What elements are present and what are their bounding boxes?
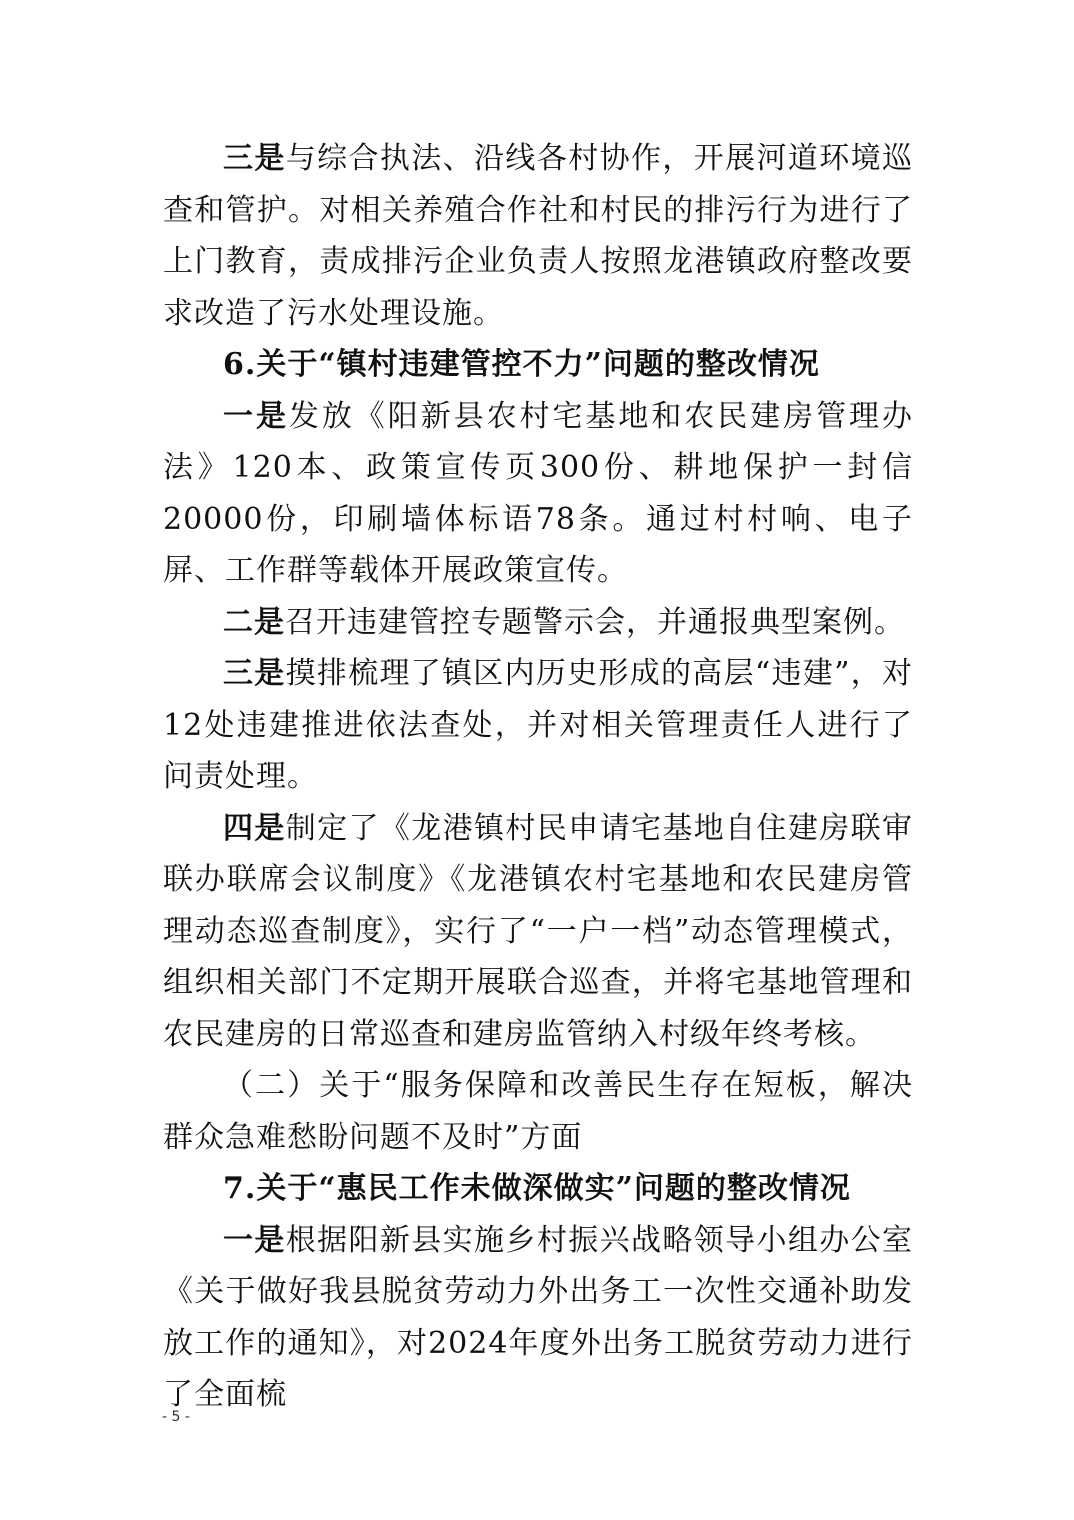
paragraph-lead: 三是 bbox=[223, 656, 286, 691]
paragraph-text: 召开违建管控专题警示会，并通报典型案例。 bbox=[285, 604, 905, 640]
paragraph-lead: 二是 bbox=[223, 604, 285, 640]
section-heading: 7.关于“惠民工作未做深做实”问题的整改情况 bbox=[223, 1171, 851, 1206]
paragraph-text: 摸排梳理了镇区内历史形成的高层“违建”，对12处违建推进依法查处，并对相关管理责任人进行了问责处理。 bbox=[163, 656, 913, 794]
paragraph bbox=[163, 1215, 913, 1421]
paragraph-lead: 四是 bbox=[223, 810, 286, 846]
section-heading: 6.关于“镇村违建管控不力”问题的整改情况 bbox=[223, 347, 820, 382]
subsection-title: （二）关于“服务保障和改善民生存在短板，解决群众急难愁盼问题不及时”方面 bbox=[163, 1068, 913, 1155]
paragraph-lead: 三是 bbox=[223, 141, 286, 176]
paragraph bbox=[163, 133, 913, 339]
paragraph-text: 制定了《龙港镇村民申请宅基地自住建房联审联办联席会议制度》《龙港镇农村宅基地和农民建房管理动态巡查制度》，实行了“一户一档”动态管理模式，组织相关部门不定期开展联合巡查，并将宅基地管理和农民建房的日常巡查和建房监管纳入村级年终考核。 bbox=[163, 810, 914, 1052]
paragraph-lead: 一是 bbox=[223, 1222, 286, 1258]
paragraph-text: 发放《阳新县农村宅基地和农民建房管理办法》120本、政策宣传页300份、耕地保护一封信20000份，印刷墙体标语78条。通过村村响、电子屏、工作群等载体开展政策宣传。 bbox=[163, 398, 914, 588]
paragraph bbox=[163, 391, 913, 597]
paragraph bbox=[163, 803, 913, 1061]
paragraph bbox=[163, 648, 913, 803]
page-number: - 5 - bbox=[162, 1409, 190, 1425]
paragraph-text: 与综合执法、沿线各村协作，开展河道环境巡查和管护。对相关养殖合作社和村民的排污行为进行了上门教育，责成排污企业负责人按照龙港镇政府整改要求改造了污水处理设施。 bbox=[163, 141, 914, 331]
paragraph-text: 根据阳新县实施乡村振兴战略领导小组办公室《关于做好我县脱贫劳动力外出务工一次性交通补助发放工作的通知》，对2024年度外出务工脱贫劳动力进行了全面梳 bbox=[163, 1222, 914, 1412]
document-body bbox=[163, 133, 913, 1421]
paragraph bbox=[163, 597, 913, 649]
paragraph-lead: 一是 bbox=[223, 398, 289, 434]
